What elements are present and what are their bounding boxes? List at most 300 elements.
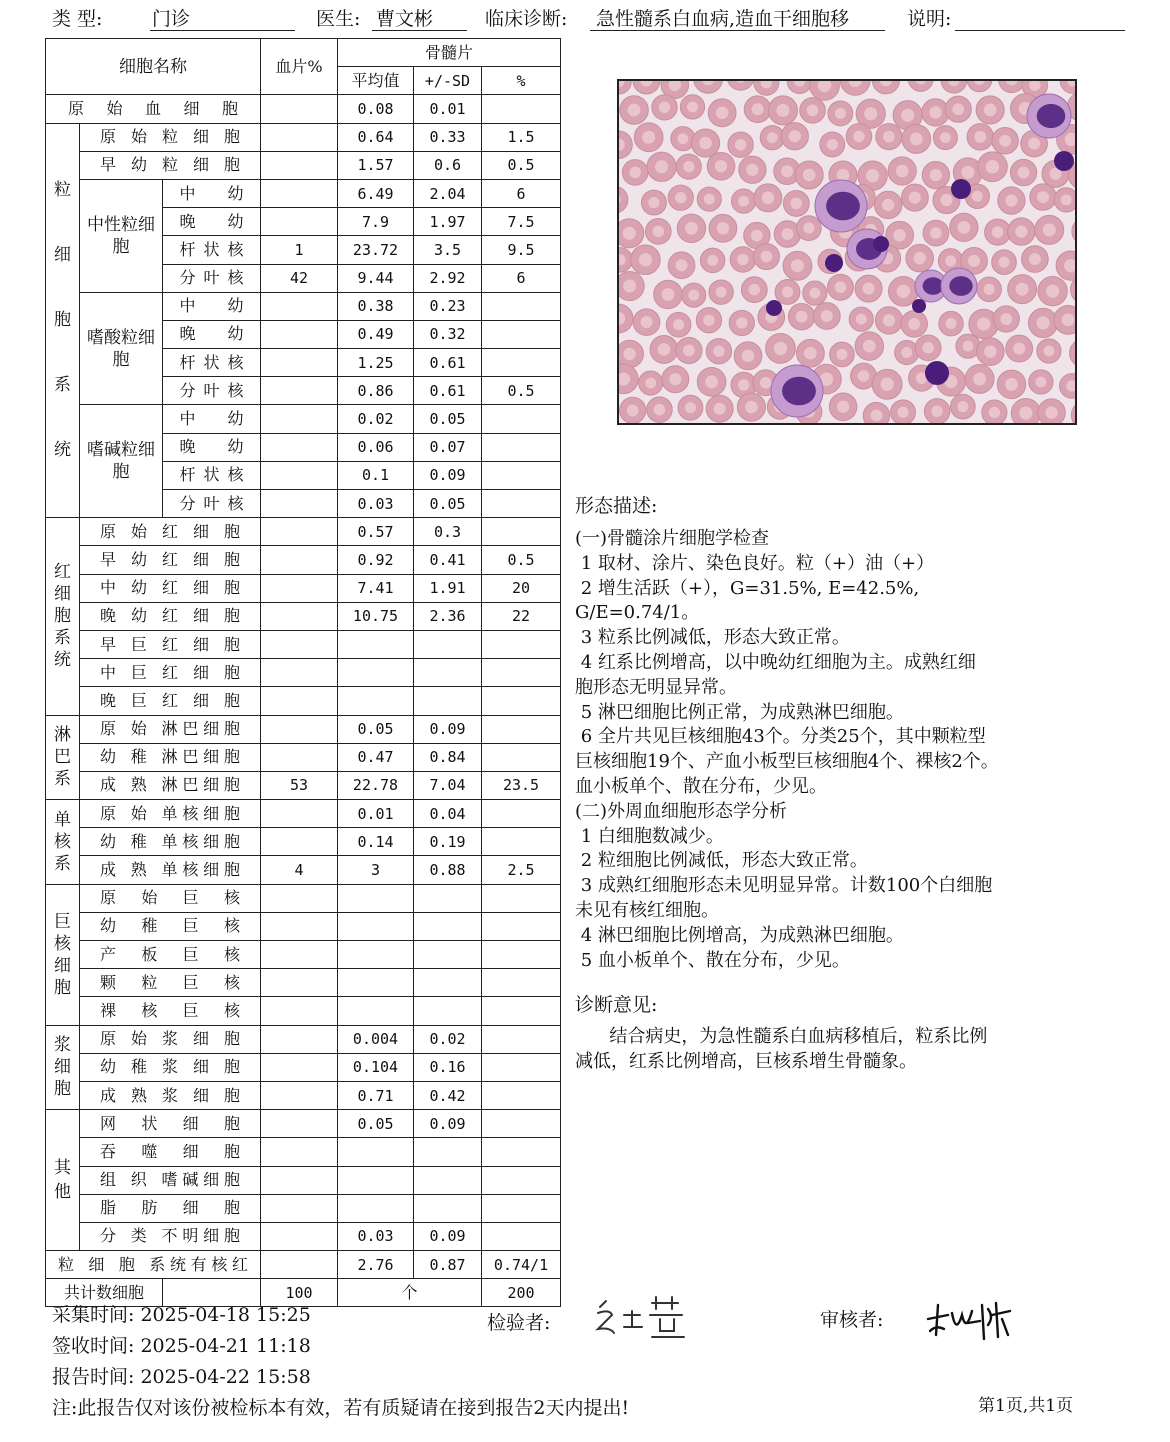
marrow-pct-value [482, 828, 561, 856]
marrow-pct-value [482, 630, 561, 658]
marrow-sd-value: 2.92 [414, 264, 482, 292]
ratio-pct: 0.74/1 [482, 1251, 561, 1279]
marrow-mean-value: 7.9 [338, 208, 414, 236]
marrow-pct-value [482, 1053, 561, 1081]
marrow-pct-value: 23.5 [482, 771, 561, 799]
ratio-blood [261, 1251, 338, 1279]
marrow-pct-value [482, 490, 561, 518]
marrow-mean-value [338, 884, 414, 912]
type-value: 门诊 [152, 8, 191, 30]
text-line: 6 全片共见巨核细胞43个。分类25个，其中颗粒型 [575, 726, 986, 748]
cell-name [80, 574, 261, 602]
cell-name [163, 236, 261, 264]
note-underline [955, 30, 1125, 31]
marrow-sd-value: 0.84 [414, 743, 482, 771]
text-line: 5 淋巴细胞比例正常，为成熟淋巴细胞。 [575, 701, 904, 723]
marrow-sd-value: 0.07 [414, 433, 482, 461]
blood-pct-value [261, 912, 338, 940]
marrow-pct-value [482, 433, 561, 461]
blood-pct-value [261, 630, 338, 658]
marrow-pct-value [482, 800, 561, 828]
subgroup-label-neutrophil [80, 179, 163, 292]
table-row [46, 969, 561, 997]
cell-name [80, 1138, 261, 1166]
group-label-granulocyte [46, 123, 80, 518]
blood-pct-value [261, 546, 338, 574]
blood-pct-value: 4 [261, 856, 338, 884]
marrow-pct-value [482, 461, 561, 489]
marrow-pct-value [482, 743, 561, 771]
marrow-mean-value: 7.41 [338, 574, 414, 602]
inspector-label: 检验者: [487, 1312, 551, 1334]
table-row [46, 828, 561, 856]
cell-name-text: 组 织 嗜碱细胞 [100, 1170, 240, 1190]
blood-pct-value [261, 1025, 338, 1053]
marrow-mean-value: 0.47 [338, 743, 414, 771]
marrow-sd-value: 0.02 [414, 1025, 482, 1053]
cell-name-text: 产 板 巨 核 [100, 944, 240, 964]
group-label-lymph [46, 715, 80, 800]
marrow-pct-value [482, 969, 561, 997]
doctor-underline [372, 30, 467, 31]
marrow-sd-value: 2.04 [414, 179, 482, 207]
text-line: (一)骨髓涂片细胞学检查 [575, 528, 770, 549]
marrow-pct-value: 0.5 [482, 151, 561, 179]
blood-pct-value: 53 [261, 771, 338, 799]
cell-name-text: 中 幼 [179, 183, 244, 203]
table-row [46, 518, 561, 546]
cell-name-text: 中 幼 红 细 胞 [100, 578, 240, 598]
marrow-mean-value: 0.86 [338, 377, 414, 405]
marrow-sd-value: 0.6 [414, 151, 482, 179]
cell-name-text: 晚 幼 [179, 324, 244, 344]
cell-name-text: 早 幼 红 细 胞 [100, 549, 240, 569]
cell-name [80, 1166, 261, 1194]
cell-name [80, 1222, 261, 1250]
table-row [46, 800, 561, 828]
blood-pct-value [261, 151, 338, 179]
cell-name [163, 405, 261, 433]
marrow-pct-value [482, 349, 561, 377]
marrow-pct-value [482, 95, 561, 123]
report-time: 报告时间: 2025-04-22 15:58 [52, 1366, 311, 1388]
blood-pct-value [261, 1166, 338, 1194]
marrow-pct-value [482, 997, 561, 1025]
table-row [46, 912, 561, 940]
marrow-sd-value: 0.09 [414, 1110, 482, 1138]
marrow-mean-value: 22.78 [338, 771, 414, 799]
marrow-mean-value [338, 659, 414, 687]
marrow-mean-value: 0.49 [338, 320, 414, 348]
cell-name-text: 脂 肪 细 胞 [100, 1198, 240, 1218]
cell-name-text: 晚 幼 [179, 437, 244, 457]
cell-name [163, 264, 261, 292]
marrow-pct-value: 22 [482, 602, 561, 630]
cell-name-text: 早 幼 粒 细 胞 [100, 155, 240, 175]
table-row [46, 997, 561, 1025]
table-row [46, 1025, 561, 1053]
blood-pct-value [261, 1138, 338, 1166]
marrow-sd-value [414, 1166, 482, 1194]
subgroup-label-eosinophil [80, 292, 163, 405]
cell-name [80, 969, 261, 997]
blood-pct-value [261, 969, 338, 997]
cell-name-text: 分叶核 [179, 380, 244, 400]
blood-pct-value [261, 123, 338, 151]
cell-count-table [45, 38, 561, 1307]
text-line: 5 血小板单个、散在分布，少见。 [575, 949, 850, 971]
cell-name [163, 208, 261, 236]
marrow-sd-value: 0.19 [414, 828, 482, 856]
blood-pct-value [261, 320, 338, 348]
group-label-other [46, 1110, 80, 1251]
cell-name-text: 网 状 细 胞 [100, 1113, 240, 1133]
cell-name [80, 630, 261, 658]
cell-name-text: 原 始 红 细 胞 [100, 521, 240, 541]
marrow-pct-value [482, 715, 561, 743]
marrow-mean-value: 0.01 [338, 800, 414, 828]
blood-pct-value [261, 1053, 338, 1081]
text-line: 3 粒系比例减低，形态大致正常。 [575, 627, 850, 649]
table-row [46, 1166, 561, 1194]
marrow-mean-value [338, 969, 414, 997]
subgroup-label-basophil [80, 405, 163, 518]
table-row [46, 602, 561, 630]
blood-pct-value [261, 800, 338, 828]
blood-pct-value: 42 [261, 264, 338, 292]
marrow-pct-value: 0.5 [482, 546, 561, 574]
total-blood: 100 [261, 1279, 338, 1307]
group-label-text: 粒细胞系统 [54, 179, 71, 460]
marrow-pct-value [482, 1194, 561, 1222]
table-row [46, 123, 561, 151]
cell-name-text: 原 始 粒 细 胞 [100, 127, 240, 147]
marrow-pct-value [482, 405, 561, 433]
table-row [46, 95, 561, 123]
cell-name-text: 中 幼 [179, 296, 244, 316]
cell-name [80, 771, 261, 799]
text-line: 血小板单个、散在分布，少见。 [575, 775, 827, 797]
blood-pct-value [261, 292, 338, 320]
cell-name [80, 546, 261, 574]
diagnosis-title: 诊断意见: [575, 994, 658, 1016]
table-row [46, 292, 561, 320]
marrow-mean-value: 0.1 [338, 461, 414, 489]
marrow-pct-value: 1.5 [482, 123, 561, 151]
cell-name-text: 晚 幼 红 细 胞 [100, 606, 240, 626]
group-label-text: 其他 [54, 1158, 71, 1203]
cell-name-text: 原 始 巨 核 [100, 888, 240, 908]
cell-name [163, 320, 261, 348]
cell-name [80, 912, 261, 940]
marrow-pct-value [482, 659, 561, 687]
text-line: 未见有核红细胞。 [575, 899, 719, 921]
text-line: G/E=0.74/1。 [575, 602, 700, 624]
ratio-sd: 0.87 [414, 1251, 482, 1279]
marrow-pct-value: 2.5 [482, 856, 561, 884]
header-sd: +/-SD [414, 67, 482, 95]
table-row [46, 546, 561, 574]
blood-pct-value: 1 [261, 236, 338, 264]
total-label: 共计数细胞 [46, 1279, 163, 1307]
cell-name [163, 292, 261, 320]
marrow-mean-value: 0.08 [338, 95, 414, 123]
text-line: 4 红系比例增高，以中晚幼红细胞为主。成熟红细 [575, 651, 976, 673]
ratio-row [46, 1251, 561, 1279]
cell-name-text: 成 熟 单核细胞 [100, 860, 240, 880]
marrow-mean-value: 3 [338, 856, 414, 884]
table-row [46, 1222, 561, 1250]
cell-name-text: 分 类 不明细胞 [100, 1226, 240, 1246]
group-label-text: 单核系 [54, 809, 71, 874]
cell-name [80, 715, 261, 743]
marrow-sd-value: 0.33 [414, 123, 482, 151]
type-underline [150, 30, 295, 31]
text-line: 胞形态无明显异常。 [575, 676, 737, 698]
marrow-sd-value [414, 884, 482, 912]
marrow-sd-value: 0.16 [414, 1053, 482, 1081]
header-blood-pct: 血片% [261, 39, 338, 95]
table-row [46, 659, 561, 687]
marrow-sd-value: 0.88 [414, 856, 482, 884]
diagnosis-text [575, 1025, 1095, 1075]
blood-pct-value [261, 997, 338, 1025]
marrow-pct-value: 7.5 [482, 208, 561, 236]
table-row [46, 1110, 561, 1138]
morphology-description [575, 527, 1095, 973]
subgroup-label-text: 嗜碱粒细胞 [87, 440, 155, 483]
blood-pct-value [261, 687, 338, 715]
marrow-mean-value: 0.05 [338, 715, 414, 743]
marrow-mean-value: 0.03 [338, 490, 414, 518]
cell-name-text: 杆状核 [179, 465, 244, 485]
cell-name-text: 原 始 血 细 胞 [68, 98, 238, 118]
marrow-sd-value: 3.5 [414, 236, 482, 264]
marrow-mean-value [338, 1138, 414, 1166]
doctor-label: 医生: [316, 8, 361, 30]
header-cell-name: 细胞名称 [46, 39, 261, 95]
cell-name-text: 晚 巨 红 细 胞 [100, 690, 240, 710]
group-label-text: 淋巴系 [54, 725, 71, 790]
receive-time: 签收时间: 2025-04-21 11:18 [52, 1335, 311, 1357]
group-label-text: 巨核细胞 [54, 911, 71, 998]
blood-pct-value [261, 715, 338, 743]
ratio-name [46, 1251, 261, 1279]
marrow-sd-value: 0.09 [414, 1222, 482, 1250]
diagnosis-label: 临床诊断: [485, 8, 568, 30]
cell-name-text: 吞 噬 细 胞 [100, 1141, 240, 1161]
blood-pct-value [261, 1081, 338, 1109]
marrow-sd-value [414, 1194, 482, 1222]
cell-name [80, 518, 261, 546]
cell-name [80, 997, 261, 1025]
cell-name-text: 中 幼 [179, 409, 244, 429]
marrow-pct-value [482, 518, 561, 546]
marrow-mean-value [338, 997, 414, 1025]
cell-name-text: 分叶核 [179, 268, 244, 288]
cell-name [80, 743, 261, 771]
marrow-sd-value: 0.42 [414, 1081, 482, 1109]
cell-name [80, 123, 261, 151]
marrow-pct-value [482, 941, 561, 969]
header-marrow: 骨髓片 [338, 39, 561, 67]
marrow-mean-value [338, 912, 414, 940]
header-pct: % [482, 67, 561, 95]
marrow-mean-value [338, 1166, 414, 1194]
table-row [46, 1194, 561, 1222]
marrow-mean-value: 0.14 [338, 828, 414, 856]
table-row [46, 179, 561, 207]
cell-name-text: 原 始 淋巴细胞 [100, 719, 240, 739]
marrow-sd-value: 0.32 [414, 320, 482, 348]
marrow-mean-value [338, 941, 414, 969]
blood-pct-value [261, 377, 338, 405]
cell-name [80, 1081, 261, 1109]
text-line: 1 白细胞数减少。 [575, 825, 724, 847]
cell-name-text: 裸 核 巨 核 [100, 1000, 240, 1020]
marrow-smear-svg [619, 81, 1075, 423]
blood-pct-value [261, 405, 338, 433]
cell-name-text: 成 熟 浆 细 胞 [100, 1085, 240, 1105]
cell-name-text: 原 始 单核细胞 [100, 803, 240, 823]
marrow-sd-value: 0.61 [414, 377, 482, 405]
cell-name-text: 颗 粒 巨 核 [100, 972, 240, 992]
text-line: (二)外周血细胞形态学分析 [575, 800, 788, 822]
marrow-pct-value [482, 1081, 561, 1109]
text-line: 4 淋巴细胞比例增高，为成熟淋巴细胞。 [575, 924, 904, 946]
marrow-mean-value: 0.05 [338, 1110, 414, 1138]
marrow-sd-value: 0.61 [414, 349, 482, 377]
table-row [46, 1053, 561, 1081]
marrow-mean-value: 0.64 [338, 123, 414, 151]
group-label-text: 浆细胞 [54, 1035, 71, 1100]
marrow-mean-value: 0.02 [338, 405, 414, 433]
marrow-mean-value: 0.38 [338, 292, 414, 320]
collect-time: 采集时间: 2025-04-18 15:25 [52, 1304, 311, 1326]
table-row [46, 1081, 561, 1109]
cell-name [163, 433, 261, 461]
marrow-pct-value [482, 687, 561, 715]
blood-pct-value [261, 208, 338, 236]
blood-pct-value [261, 884, 338, 912]
marrow-sd-value: 2.36 [414, 602, 482, 630]
marrow-sd-value [414, 630, 482, 658]
cell-name [163, 179, 261, 207]
blood-pct-value [261, 941, 338, 969]
cell-name-text: 分叶核 [179, 493, 244, 513]
cell-name [80, 659, 261, 687]
text-line: 2 粒细胞比例减低，形态大致正常。 [575, 850, 868, 872]
cell-name [80, 800, 261, 828]
marrow-mean-value: 0.06 [338, 433, 414, 461]
ratio-mean: 2.76 [338, 1251, 414, 1279]
group-label-text: 红细胞系统 [54, 562, 71, 671]
note-label: 说明: [907, 8, 952, 30]
marrow-sd-value: 1.97 [414, 208, 482, 236]
group-label-mega [46, 884, 80, 1025]
table-row [46, 715, 561, 743]
table-row [46, 630, 561, 658]
disclaimer-note: 注:此报告仅对该份被检标本有效，若有质疑请在接到报告2天内提出! [52, 1397, 630, 1419]
blood-pct-value [261, 179, 338, 207]
cell-name [80, 1025, 261, 1053]
cell-name [80, 856, 261, 884]
cell-name [163, 377, 261, 405]
blood-pct-value [261, 518, 338, 546]
cell-name [80, 941, 261, 969]
table-row [46, 771, 561, 799]
blood-pct-value [261, 461, 338, 489]
cell-name [163, 490, 261, 518]
cell-name-text: 幼 稚 单核细胞 [100, 831, 240, 851]
marrow-pct-value: 6 [482, 264, 561, 292]
marrow-sd-value: 0.23 [414, 292, 482, 320]
blood-pct-value [261, 574, 338, 602]
marrow-mean-value [338, 1194, 414, 1222]
marrow-sd-value [414, 969, 482, 997]
report-header [0, 0, 1170, 34]
header-mean: 平均值 [338, 67, 414, 95]
marrow-sd-value [414, 941, 482, 969]
morphology-title: 形态描述: [575, 495, 658, 517]
table-row [46, 856, 561, 884]
cell-name-text: 成 熟 淋巴细胞 [100, 775, 240, 795]
cell-name-text: 幼 稚 浆 细 胞 [100, 1057, 240, 1077]
cell-name-text: 杆状核 [179, 352, 244, 372]
text-line: 巨核细胞19个、产血小板型巨核细胞4个、裸核2个。 [575, 751, 999, 773]
marrow-mean-value: 0.71 [338, 1081, 414, 1109]
subgroup-label-text: 嗜酸粒细胞 [87, 327, 155, 370]
blood-pct-value [261, 743, 338, 771]
marrow-sd-value: 0.3 [414, 518, 482, 546]
blood-pct-value [261, 490, 338, 518]
table-row [46, 687, 561, 715]
reviewer-signature [922, 1295, 1017, 1347]
cell-name [80, 1194, 261, 1222]
marrow-mean-value: 6.49 [338, 179, 414, 207]
marrow-sd-value: 0.04 [414, 800, 482, 828]
marrow-pct-value [482, 320, 561, 348]
blood-pct-value [261, 659, 338, 687]
marrow-mean-value [338, 687, 414, 715]
marrow-pct-value [482, 292, 561, 320]
table-row [46, 151, 561, 179]
marrow-sd-value [414, 1138, 482, 1166]
marrow-smear-image [617, 79, 1077, 425]
marrow-pct-value [482, 1166, 561, 1194]
marrow-sd-value: 0.01 [414, 95, 482, 123]
cell-name [80, 828, 261, 856]
table-row [46, 405, 561, 433]
marrow-pct-value [482, 1138, 561, 1166]
marrow-sd-value [414, 659, 482, 687]
marrow-pct-value: 0.5 [482, 377, 561, 405]
marrow-pct-value: 20 [482, 574, 561, 602]
marrow-pct-value: 6 [482, 179, 561, 207]
marrow-mean-value: 0.57 [338, 518, 414, 546]
cell-name [80, 602, 261, 630]
table-row [46, 574, 561, 602]
cell-name [163, 461, 261, 489]
blood-pct-value [261, 95, 338, 123]
marrow-sd-value: 7.04 [414, 771, 482, 799]
table-row [46, 884, 561, 912]
marrow-mean-value: 10.75 [338, 602, 414, 630]
group-label-erythroid [46, 518, 80, 715]
marrow-sd-value: 0.05 [414, 490, 482, 518]
ratio-name-text: 粒 细 胞 系统有核红 [58, 1254, 248, 1274]
marrow-pct-value: 9.5 [482, 236, 561, 264]
